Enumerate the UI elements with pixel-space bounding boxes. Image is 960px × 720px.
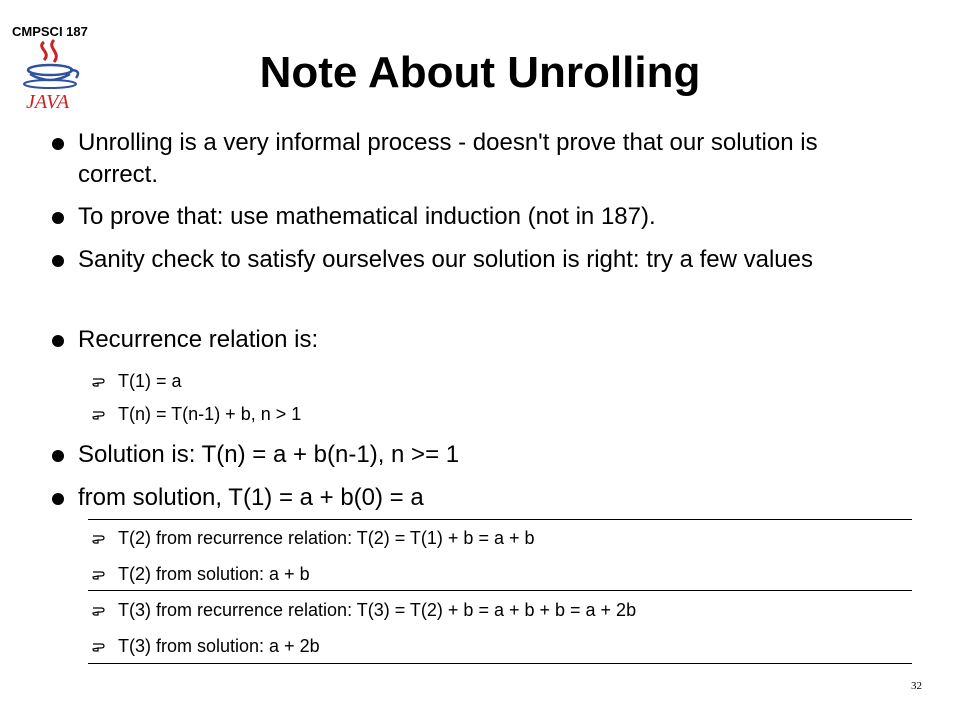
bullet-text: Unrolling is a very informal process - doesn't prove that our solution is correct. (78, 129, 818, 188)
svg-text:JAVA: JAVA (26, 91, 70, 112)
bullet-dot-icon (52, 138, 64, 150)
bullet-text: from solution, T(1) = a + b(0) = a (78, 484, 424, 511)
pointing-hand-icon (92, 374, 106, 388)
divider (88, 663, 912, 664)
subbullet-text: T(2) from recurrence relation: T(2) = T(1) + b = a + b (118, 528, 535, 548)
divider (88, 590, 912, 591)
bullet-text: To prove that: use mathematical induction (not in 187). (78, 203, 656, 230)
pointing-hand-icon (92, 407, 106, 421)
course-label: CMPSCI 187 (12, 24, 88, 39)
pointing-hand-icon (92, 639, 106, 653)
bullet-dot-icon (52, 450, 64, 462)
slide-title: Note About Unrolling (259, 48, 701, 97)
subbullet-text: T(3) from recurrence relation: T(3) = T(2) + b = a + b + b = a + 2b (118, 600, 637, 620)
bullet-dot-icon (52, 335, 64, 347)
pointing-hand-icon (92, 603, 106, 617)
bullet-dot-icon (52, 212, 64, 224)
bullet-text: Solution is: T(n) = a + b(n-1), n >= 1 (78, 441, 460, 468)
bullet-dot-icon (52, 493, 64, 505)
subbullet-text: T(1) = a (118, 371, 182, 391)
pointing-hand-icon (92, 567, 106, 581)
page-number: 32 (911, 680, 922, 692)
subbullet-text: T(n) = T(n-1) + b, n > 1 (118, 404, 302, 424)
bullet-text: Recurrence relation is: (78, 326, 319, 353)
divider (88, 519, 912, 520)
subbullet-text: T(2) from solution: a + b (118, 564, 310, 584)
bullet-dot-icon (52, 255, 64, 267)
pointing-hand-icon (92, 531, 106, 545)
bullet-text: Sanity check to satisfy ourselves our solution is right: try a few values (78, 246, 813, 273)
subbullet-text: T(3) from solution: a + 2b (118, 636, 320, 656)
